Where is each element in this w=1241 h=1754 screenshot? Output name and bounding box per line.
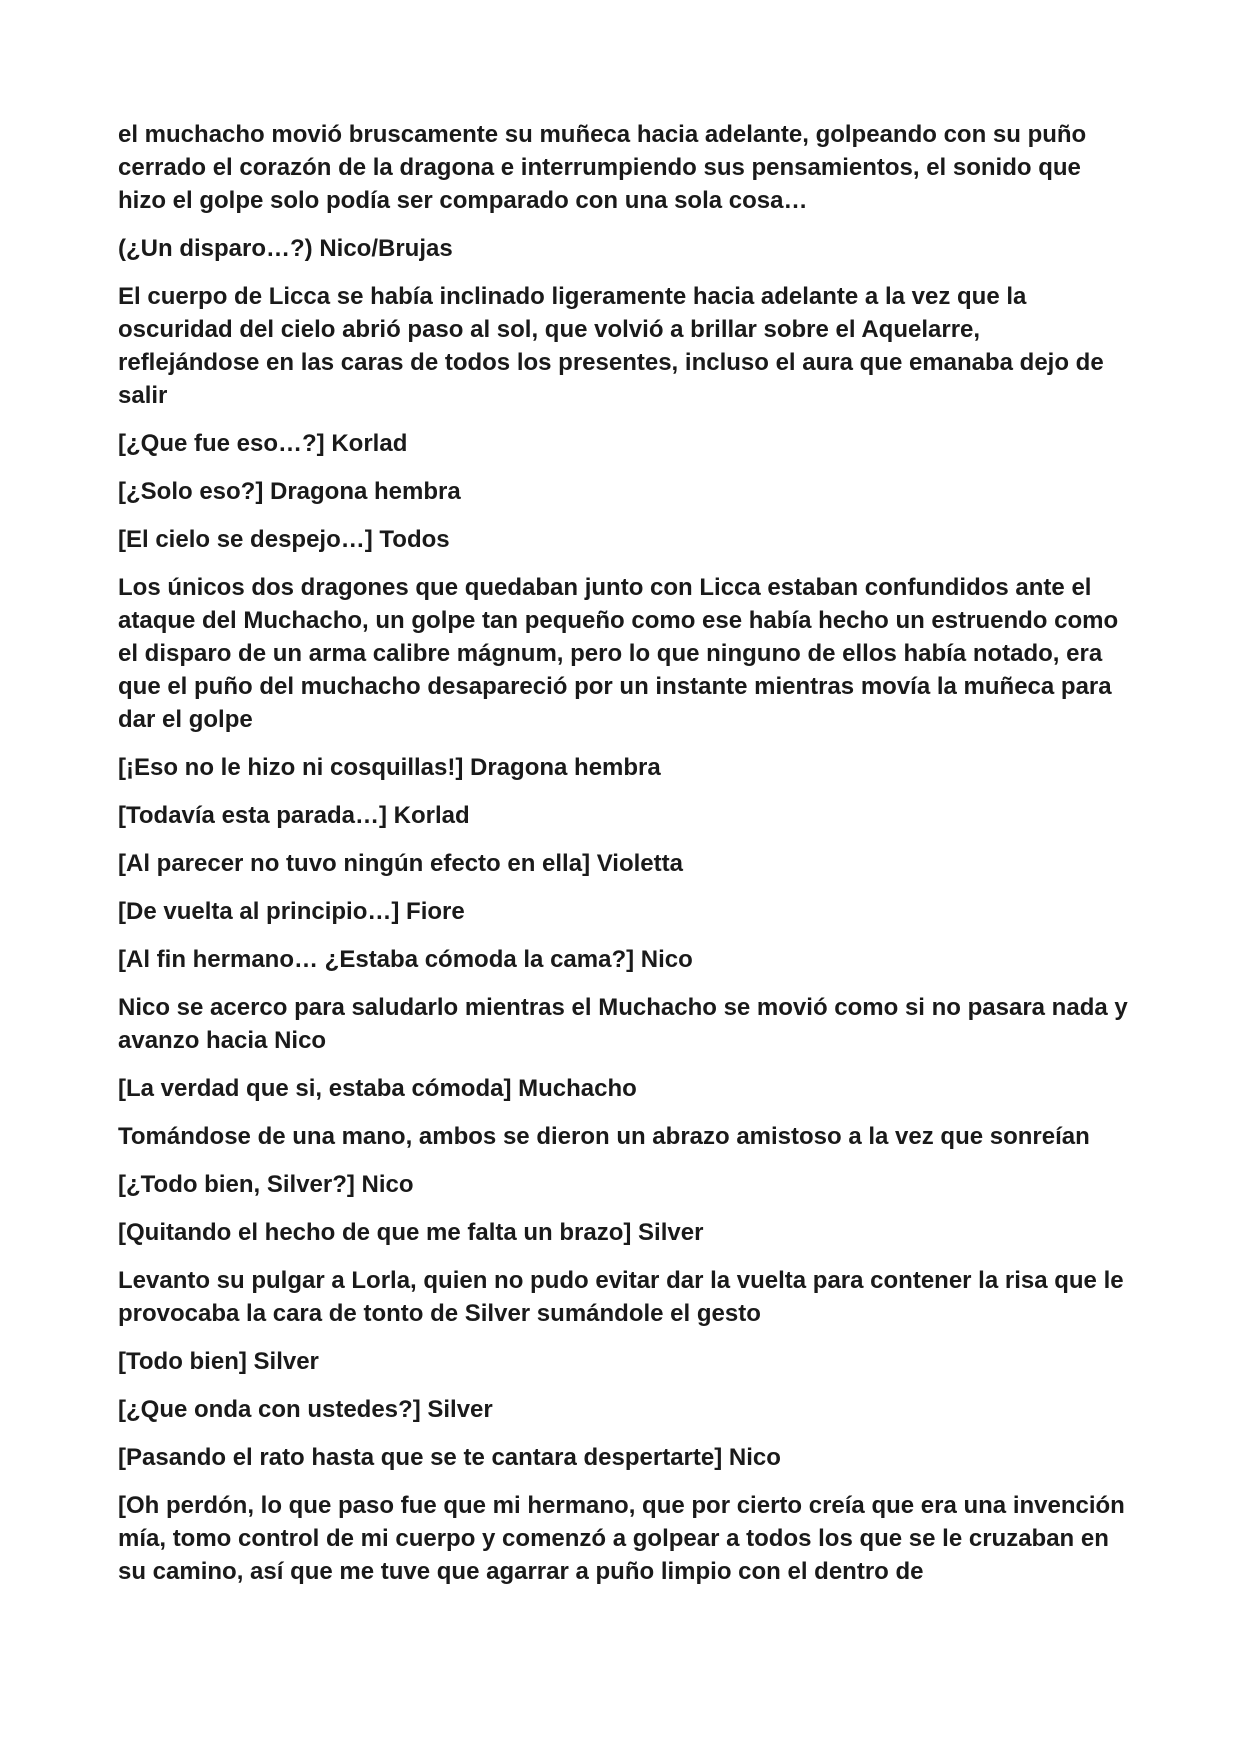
paragraph: el muchacho movió bruscamente su muñeca hacia adelante, golpeando con su puño cerrado el corazón de la dragona e interrumpiendo sus pensamientos, el sonido que hizo el golpe solo podía ser comparado con una sola cosa… [118, 121, 1087, 214]
paragraph: Tomándose de una mano, ambos se dieron un abrazo amistoso a la vez que sonreían [118, 1123, 1090, 1150]
paragraph: El cuerpo de Licca se había inclinado ligeramente hacia adelante a la vez que la oscuridad del cielo abrió paso al sol, que volvió a brillar sobre el Aquelarre, reflejándose en las caras de todos los presentes, incluso el aura que emanaba dejo de salir [118, 283, 1104, 409]
paragraph: [Oh perdón, lo que paso fue que mi hermano, que por cierto creía que era una invención mía, tomo control de mi cuerpo y comenzó a golpear a todos los que se le cruzaban en su camino, así que me tuve que agarrar a puño limpio con el dentro de [118, 1492, 1125, 1585]
paragraph: [Todo bien] Silver [118, 1348, 319, 1375]
paragraph: [El cielo se despejo…] Todos [118, 526, 450, 553]
paragraph: Los únicos dos dragones que quedaban junto con Licca estaban confundidos ante el ataque del Muchacho, un golpe tan pequeño como ese había hecho un estruendo como el disparo de un arma calibre mágnum, pero lo que ninguno de ellos había notado, era que el puño del muchacho desapareció por un instante mientras movía la muñeca para dar el golpe [118, 574, 1119, 733]
paragraph: [De vuelta al principio…] Fiore [118, 898, 465, 925]
paragraph: [¡Eso no le hizo ni cosquillas!] Dragona hembra [118, 754, 661, 781]
paragraph: Levanto su pulgar a Lorla, quien no pudo evitar dar la vuelta para contener la risa que le provocaba la cara de tonto de Silver sumándole el gesto [118, 1267, 1124, 1327]
paragraph: [Todavía esta parada…] Korlad [118, 802, 470, 829]
paragraph: [¿Que onda con ustedes?] Silver [118, 1396, 493, 1423]
paragraph: [Pasando el rato hasta que se te cantara despertarte] Nico [118, 1444, 781, 1471]
paragraph: (¿Un disparo…?) Nico/Brujas [118, 235, 453, 262]
paragraph: Nico se acerco para saludarlo mientras el Muchacho se movió como si no pasara nada y avanzo hacia Nico [118, 994, 1128, 1054]
paragraph: [¿Que fue eso…?] Korlad [118, 430, 408, 457]
paragraph: [¿Solo eso?] Dragona hembra [118, 478, 461, 505]
paragraph: [¿Todo bien, Silver?] Nico [118, 1171, 414, 1198]
paragraph: [Quitando el hecho de que me falta un brazo] Silver [118, 1219, 704, 1246]
document-body [118, 118, 1128, 1603]
paragraph: [Al parecer no tuvo ningún efecto en ella] Violetta [118, 850, 683, 877]
paragraph: [La verdad que si, estaba cómoda] Muchacho [118, 1075, 637, 1102]
paragraph: [Al fin hermano… ¿Estaba cómoda la cama?] Nico [118, 946, 693, 973]
